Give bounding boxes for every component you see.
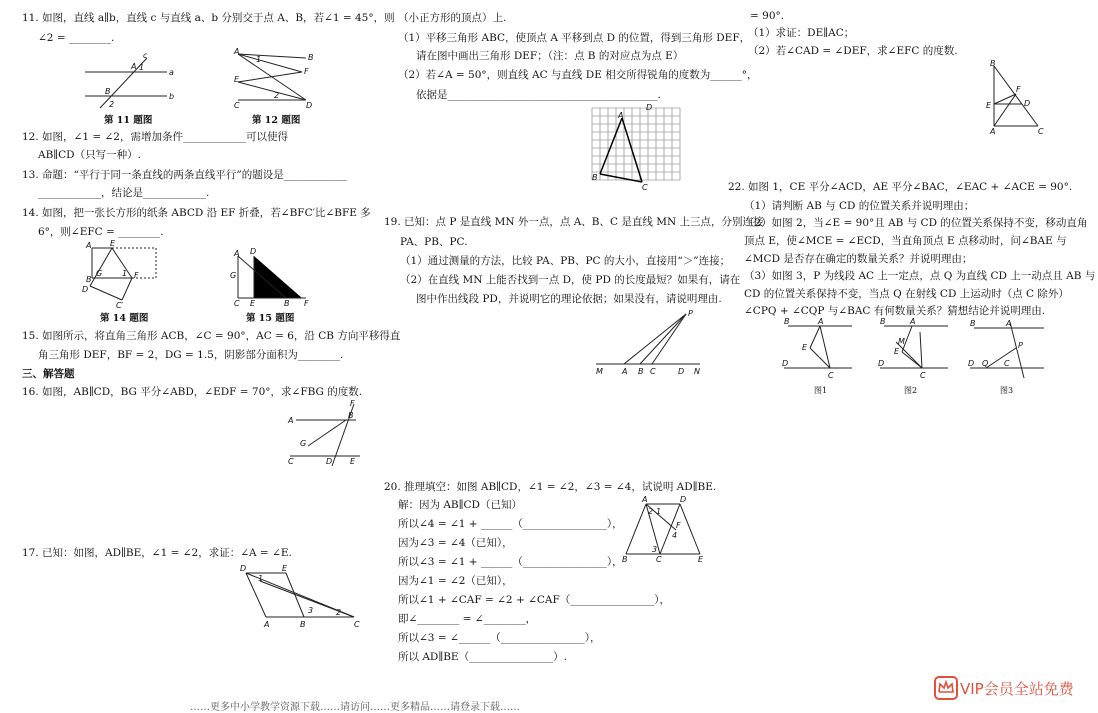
svg-text:D: D: [782, 359, 789, 368]
figure-16: [286, 400, 366, 468]
figure-11: [85, 50, 175, 110]
svg-text:A: A: [234, 249, 240, 258]
caption-fig15: 第 15 题图: [246, 313, 295, 324]
svg-text:1: 1: [258, 574, 264, 583]
q20-line7: 即∠________ = ∠________，: [398, 613, 537, 625]
q17-text: 17. 已知：如图，AD∥BE，∠1 = ∠2，求证：∠A = ∠E.: [22, 547, 292, 559]
svg-text:C: C: [920, 371, 926, 380]
section-heading-answers: 三、解答题: [22, 368, 75, 380]
q19-line2: （1）通过测量的方法，比较 PA、PB、PC 的大小，直接用“＞”连接；: [400, 255, 731, 267]
svg-text:c: c: [143, 51, 148, 60]
svg-text:D: D: [1024, 99, 1031, 108]
svg-text:A: A: [622, 367, 628, 376]
svg-text:2: 2: [648, 507, 654, 516]
q22-line3: 顶点 E，使∠MCE = ∠ECD，当直角顶点 E 点移动时，问∠BAE 与: [744, 235, 1067, 247]
svg-text:D: D: [250, 247, 257, 256]
svg-text:B: B: [638, 367, 644, 376]
svg-text:P: P: [688, 309, 693, 318]
vip-badge-label: VIP会员全站免费: [960, 680, 1074, 698]
q18-line0: （小正方形的顶点）上.: [398, 12, 507, 24]
svg-text:2: 2: [336, 608, 342, 617]
svg-text:3: 3: [652, 545, 658, 554]
caption-fig22-2: 图2: [904, 386, 918, 395]
q12-line1: 12. 如图，∠1 = ∠2，需增加条件____________可以使得: [22, 131, 288, 143]
figure-20: [620, 496, 704, 566]
svg-text:E: E: [802, 343, 808, 352]
svg-text:A: A: [990, 127, 996, 136]
svg-text:B: B: [970, 319, 976, 328]
q15-line2: 角三角形 DEF，BF = 2，DG = 1.5，阴影部分面积为________.: [38, 349, 344, 361]
svg-text:B: B: [622, 555, 628, 564]
q14-line2: 6°，则∠EFC = ________.: [38, 226, 164, 238]
svg-text:F: F: [1016, 85, 1021, 94]
q20-line6: 所以∠1 + ∠CAF = ∠2 + ∠CAF（________________），: [398, 594, 671, 606]
crown-icon: [934, 676, 958, 700]
svg-text:D: D: [878, 359, 885, 368]
svg-text:A: A: [86, 241, 92, 250]
svg-text:B: B: [348, 411, 354, 420]
svg-text:E: E: [250, 299, 256, 308]
svg-text:G: G: [300, 439, 307, 448]
svg-text:D: D: [306, 101, 313, 110]
svg-text:C: C: [1004, 359, 1010, 368]
caption-fig22-3: 图3: [1000, 386, 1014, 395]
svg-text:M: M: [596, 367, 603, 376]
svg-text:D: D: [326, 457, 333, 466]
svg-text:A: A: [618, 111, 624, 120]
svg-text:B: B: [86, 275, 92, 284]
svg-text:2: 2: [109, 100, 115, 109]
q15-line1: 15. 如图所示，将直角三角形 ACB，∠C = 90°，AC = 6，沿 CB 方向平移得直: [22, 330, 401, 342]
svg-text:A: A: [131, 62, 137, 71]
svg-text:G: G: [230, 271, 237, 280]
figure-19: [594, 308, 706, 378]
q22-line1: （1）请判断 AB 与 CD 的位置关系并说明理由；: [744, 200, 975, 212]
q19-line0: 19. 已知：点 P 是直线 MN 外一点，点 A、B、C 是直线 MN 上三点，分别连接: [384, 216, 764, 228]
svg-text:A: A: [642, 495, 648, 504]
caption-fig14: 第 14 题图: [100, 313, 149, 324]
svg-text:P: P: [1018, 341, 1023, 350]
svg-text:M: M: [898, 337, 905, 346]
figure-22-3: [966, 318, 1050, 380]
svg-text:B: B: [105, 87, 111, 96]
q19-line3: （2）在直线 MN 上能否找到一点 D，使 PD 的长度最短？如果有，请在: [400, 274, 741, 286]
svg-text:a: a: [169, 68, 174, 77]
svg-text:A: A: [264, 620, 270, 629]
svg-text:B: B: [284, 299, 290, 308]
q11-line1: 11. 如图，直线 a∥b，直线 c 与直线 a、b 分别交于点 A、B，若∠1 = 45°，则: [22, 12, 395, 24]
q22-line6: CD 的位置关系保持不变，当点 Q 在射线 CD 上运动时（点 C 除外）: [744, 288, 1069, 300]
q14-line1: 14. 如图，把一张长方形的纸条 ABCD 沿 EF 折叠，若∠BFC′比∠BFE 多: [22, 207, 371, 219]
figure-14: [82, 239, 162, 310]
svg-text:B: B: [592, 173, 598, 182]
q18-line1: （1）平移三角形 ABC，使顶点 A 平移到点 D 的位置，得到三角形 DEF，: [398, 32, 751, 44]
svg-text:G: G: [96, 269, 103, 278]
svg-text:A: A: [910, 317, 916, 326]
svg-text:B: B: [784, 317, 790, 326]
figure-15: [230, 248, 314, 308]
svg-text:D: D: [646, 103, 653, 112]
q16-text: 16. 如图，AB∥CD，BG 平分∠ABD，∠EDF = 70°，求∠FBG 的度数.: [22, 386, 363, 398]
caption-fig12: 第 12 题图: [252, 115, 301, 126]
svg-text:4: 4: [672, 531, 678, 540]
q19-line1: PA、PB、PC.: [400, 236, 468, 248]
svg-text:C: C: [656, 555, 662, 564]
svg-text:C: C: [288, 457, 294, 466]
svg-text:C: C: [234, 299, 240, 308]
svg-text:E: E: [894, 347, 900, 356]
q11-line2: ∠2 = ________.: [38, 32, 115, 44]
q20-line8: 所以∠3 = ∠______（________________），: [398, 632, 601, 644]
figure-21: [986, 60, 1048, 134]
svg-text:C: C: [234, 101, 240, 110]
svg-text:A: A: [234, 47, 240, 56]
q21-line2: （2）若∠CAD = ∠DEF，求∠EFC 的度数.: [748, 45, 958, 57]
svg-text:C: C: [354, 620, 360, 629]
svg-text:F: F: [134, 271, 139, 280]
q22-line4: ∠MCD 是否存在确定的数量关系？并说明理由；: [744, 253, 973, 265]
q18-line2: 请在图中画出三角形 DEF；（注：点 B 的对应点为点 E）: [416, 50, 684, 62]
q19-line4: 图中作出线段 PD，并说明它的理论依据；如果没有，请说明理由.: [416, 293, 722, 305]
q22-line2: （2）如图 2，当∠E = 90°且 AB 与 CD 的位置关系保持不变，移动直角: [744, 217, 1088, 229]
svg-text:B: B: [880, 317, 886, 326]
svg-text:B: B: [990, 59, 996, 68]
svg-text:D: D: [968, 359, 975, 368]
svg-text:E: E: [350, 457, 356, 466]
q20-line0: 20. 推理填空：如图 AB∥CD，∠1 = ∠2，∠3 = ∠4，试说明 AD∥BE.: [384, 481, 717, 493]
figure-22-1: [780, 318, 860, 380]
svg-text:1: 1: [139, 63, 145, 72]
svg-text:C: C: [650, 367, 656, 376]
vip-badge[interactable]: [930, 672, 1096, 704]
q18-line3: （2）若∠A = 50°，则直线 AC 与直线 DE 相交所得锐角的度数为______°，: [398, 69, 758, 81]
svg-text:A: A: [288, 416, 294, 425]
caption-fig11: 第 11 题图: [104, 115, 153, 126]
q20-line5: 因为∠1 = ∠2（已知），: [398, 575, 513, 587]
q20-line9: 所以 AD∥BE（________________）.: [398, 651, 567, 663]
svg-text:A: A: [1006, 319, 1012, 328]
svg-text:1: 1: [122, 269, 128, 278]
svg-text:F: F: [350, 399, 355, 408]
q20-line3: 因为∠3 = ∠4（已知），: [398, 537, 513, 549]
svg-text:D: D: [680, 495, 687, 504]
svg-text:E: E: [698, 555, 704, 564]
svg-text:Q: Q: [982, 359, 989, 368]
svg-text:2: 2: [274, 91, 280, 100]
figure-18-grid: [592, 103, 684, 192]
svg-text:A: A: [818, 317, 824, 326]
svg-text:C: C: [828, 371, 834, 380]
figure-22-2: [876, 318, 956, 380]
svg-text:E: E: [234, 75, 240, 84]
q21-line1: （1）求证：DE∥AC；: [748, 27, 855, 39]
svg-text:E: E: [282, 564, 288, 573]
q18-line4: 依据是________________________________________.: [416, 89, 661, 101]
svg-text:C: C: [1038, 127, 1044, 136]
svg-text:1: 1: [656, 507, 662, 516]
svg-text:C′: C′: [116, 301, 124, 310]
q20-line1: 解：因为 AB∥CD（已知）: [398, 499, 522, 511]
svg-text:F: F: [304, 67, 309, 76]
q12-line2: AB∥CD（只写一种）.: [38, 149, 141, 161]
q21-line0: = 90°.: [750, 10, 785, 22]
figure-17: [236, 563, 360, 629]
svg-text:B: B: [308, 53, 314, 62]
svg-text:N: N: [694, 367, 700, 376]
svg-text:E: E: [986, 101, 992, 110]
svg-text:b: b: [169, 92, 175, 101]
q22-line0: 22. 如图 1，CE 平分∠ACD，AE 平分∠BAC，∠EAC + ∠ACE = 90°.: [728, 181, 1073, 193]
svg-text:1: 1: [256, 55, 262, 64]
svg-text:D: D: [678, 367, 685, 376]
svg-text:F: F: [676, 521, 681, 530]
q22-line7: ∠CPQ + ∠CQP 与∠BAC 有何数量关系？猜想结论并说明理由.: [744, 305, 1046, 317]
svg-text:B: B: [300, 620, 306, 629]
q20-line4: 所以∠3 = ∠1 + ______（________________），: [398, 556, 623, 568]
svg-text:D: D: [240, 564, 247, 573]
q20-line2: 所以∠4 = ∠1 + ______（________________），: [398, 518, 623, 530]
q13-line1: 13. 命题：“平行于同一条直线的两条直线平行”的题设是____________: [22, 169, 347, 181]
bottom-footer-text: ……更多中小学教学资源下载……请访问……更多精品……请登录下载……: [190, 702, 520, 713]
svg-text:F: F: [304, 299, 309, 308]
svg-text:3: 3: [308, 606, 314, 615]
q22-line5: （3）如图 3，P 为线段 AC 上一定点，点 Q 为直线 CD 上一动点且 AB 与: [744, 270, 1096, 282]
q13-line2: ____________，结论是____________.: [38, 187, 210, 199]
svg-text:E: E: [110, 239, 116, 248]
caption-fig22-1: 图1: [814, 386, 828, 395]
figure-12: [234, 48, 314, 110]
svg-text:C: C: [642, 183, 648, 192]
svg-text:D: D: [82, 285, 89, 294]
